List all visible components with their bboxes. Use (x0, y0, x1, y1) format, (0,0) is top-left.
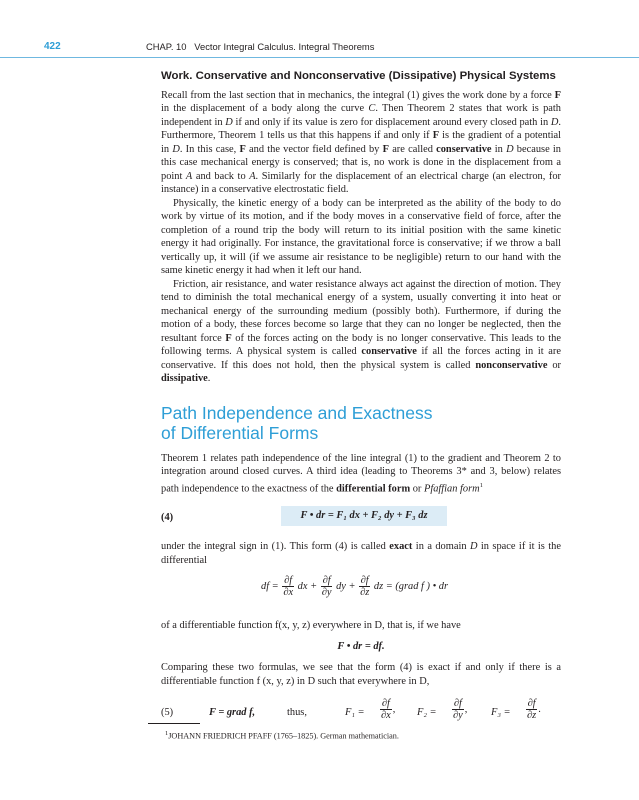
fraction-df-dy: $\frac{\partial f}{\partial y}$ (321, 575, 332, 599)
equation-df: df = $\frac{\partial f}{\partial x}$ dx + $\frac{\partial f}{\partial y}$ dy + $\frac{\partial f}{\partial z}$ dz = (grad f ) • dr (261, 575, 449, 599)
equation-box: F • dr = F₁ dx + F₂ dy + F₃ dz (281, 506, 447, 526)
page-number: 422 (44, 41, 61, 52)
subsection-title: Work. Conservative and Nonconservative (Dissipative) Physical Systems (161, 70, 556, 82)
page-content (161, 64, 561, 728)
paragraph-work: Recall from the last section that in mechanics, the integral (1) gives the work done by a force F in the displacement of a body along the curve C. Then Theorem 2 states that work is path independent in D if and only if its value is zero for displacement around every closed path in D. Furthermore, Theorem 1 tells us that this happens if and only if F is the gradient of a potential in D. In this case, F and the vector field defined by F are called conservative in D because in this case mechanical energy is conserved; that is, no work is done in the displacement from a point A and back to A. Similarly for the displacement of an electrical charge (an electron, for instance) in a conservative electrostatic field. (161, 89, 561, 195)
equation-F-dr-df: F • dr = df. (337, 640, 385, 652)
paragraph-differentiable-function: of a differentiable function f(x, y, z) everywhere in D, that is, if we have (161, 620, 461, 632)
equation-5: (5) F = grad f, thus, F₁ = $\frac{\partial f}{\partial x}$ , F₂ = $\frac{\partial f}{\partial y}$ , F₃ = $\frac{\partial f}{\partial z}$ . (161, 698, 541, 722)
paragraph-path-independence: Theorem 1 relates path independence of the line integral (1) to the gradient and Theorem 2 to integration around closed curves. A third idea (leading to Theorems 3* and 3, below) relates path independence to the exactness of the differential form or Pfaffian form$^1$ (161, 452, 561, 494)
running-head: CHAP. 10 Vector Integral Calculus. Integral Theorems (146, 41, 375, 52)
fraction-f-x: $\frac{\partial f}{\partial x}$ , (381, 698, 396, 722)
equation-4 (161, 506, 561, 530)
footnote: $^1$JOHANN FRIEDRICH PFAFF (1765–1825). German mathematician. (165, 730, 399, 741)
fraction-df-dx: $\frac{\partial f}{\partial x}$ (283, 575, 294, 599)
fraction-f-z: $\frac{\partial f}{\partial z}$ . (527, 698, 541, 722)
paragraph-exact: under the integral sign in (1). This form (4) is called exact in a domain D in space if it is the differential (161, 541, 561, 566)
fraction-f-y: $\frac{\partial f}{\partial y}$ , (453, 698, 468, 722)
section-title: Path Independence and Exactness of Differential Forms (161, 402, 433, 443)
equation-number: (4) (161, 512, 174, 524)
paragraph-friction: Friction, air resistance, and water resistance always act against the direction of motion. They tend to diminish the total mechanical energy of a system, usually converting it into heat or mechanical energy of the surrounding medium (possibly both). Furthermore, if during the motion of a body, these forces become so large that they can no longer be neglected, then the resultant force F of the forces acting on the body is no longer conservative. This leads to the following terms. A physical system is called conservative if all the forces acting in it are conservative. If this does not hold, then the physical system is called nonconservative or dissipative. (161, 278, 561, 384)
equation-number: (5) (161, 707, 174, 719)
paragraph-comparing: Comparing these two formulas, we see that the form (4) is exact if and only if there is a differentiable function f (x, y, z) in D such that everywhere in D, (161, 662, 561, 687)
paragraph-kinetic-energy: Physically, the kinetic energy of a body can be interpreted as the ability of the body to do work by virtue of its motion, and if the body moves in a conservative field of force, after the completion of a round trip the body will return to its initial position with the same kinetic energy it had originally. For instance, the gravitational force is conservative; if we throw a ball vertically up, it will (if we assume air resistance to be negligible) return to our hand with the same kinetic energy it had when it left our hand. (161, 197, 561, 276)
header-rule (0, 57, 639, 58)
footnote-rule (148, 723, 200, 724)
fraction-df-dz: $\frac{\partial f}{\partial z}$ (360, 575, 370, 599)
